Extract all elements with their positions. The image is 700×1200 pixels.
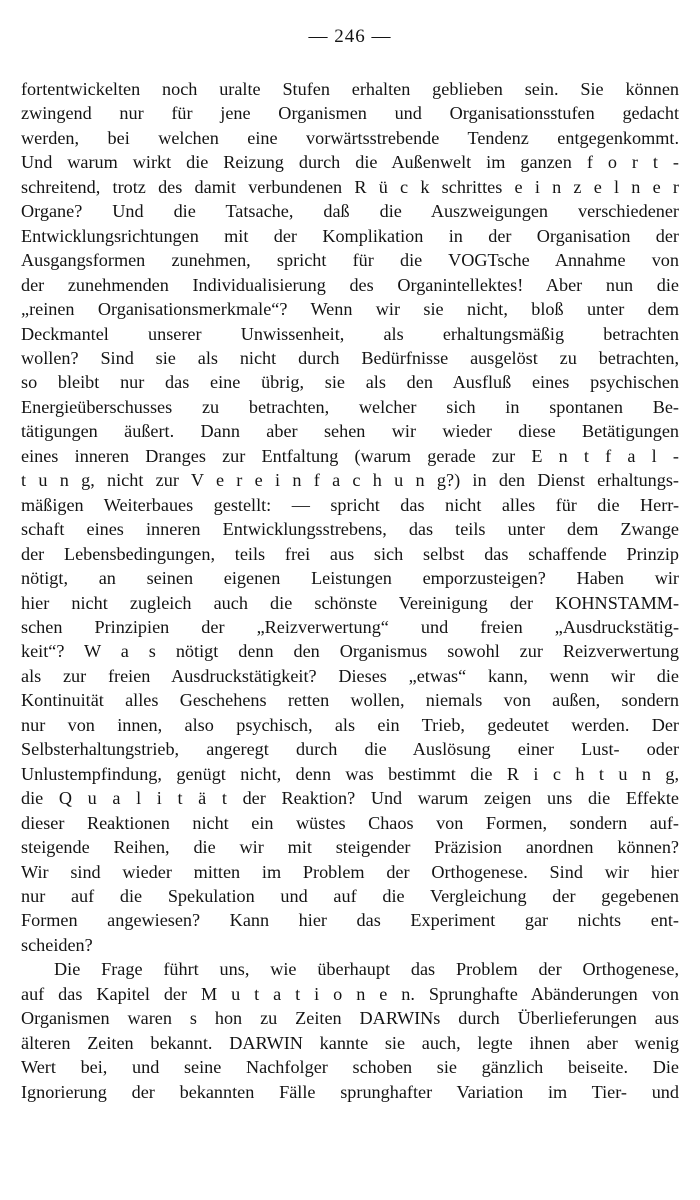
paragraph-first-line: Die Frage führt uns, wie überhaupt das Problem der Orthogenese, <box>54 959 679 980</box>
text-line: keit“? W a s nötigt denn den Organismus sowohl zur Reizverwertung <box>21 641 679 662</box>
text-line: Kontinuität alles Geschehens retten wollen, niemals von außen, sondern <box>21 690 679 711</box>
text-line: nur von innen, also psychisch, als ein Trieb, gedeutet werden. Der <box>21 714 679 735</box>
text-line: dieser Reaktionen nicht ein wüstes Chaos von Formen, sondern auf- <box>21 812 679 833</box>
text-line: der Lebensbedingungen, teils frei aus sich selbst das schaffende Prinzip <box>21 543 679 564</box>
text-line: Organismen waren s hon zu Zeiten DARWINs durch Überlieferungen aus <box>21 1008 679 1029</box>
text-line: hier nicht zugleich auch die schönste Vereinigung der KOHNSTAMM- <box>21 592 679 613</box>
body-text <box>21 77 679 1104</box>
paragraph-last-line: scheiden? <box>21 934 93 955</box>
text-line: Und warum wirkt die Reizung durch die Außenwelt im ganzen f o r t - <box>21 152 679 173</box>
page-number: — 246 — <box>308 26 392 47</box>
text-line: nötigt, an seinen eigenen Leistungen emporzusteigen? Haben wir <box>21 568 679 589</box>
text-line: Formen angewiesen? Kann hier das Experiment gar nichts ent- <box>21 910 679 931</box>
text-line: auf das Kapitel der M u t a t i o n e n. Sprunghafte Abänderungen von <box>21 983 679 1004</box>
text-line: Wert bei, und seine Nachfolger schoben sie gänzlich beiseite. Die <box>21 1057 679 1078</box>
text-line: Wir sind wieder mitten im Problem der Orthogenese. Sind wir hier <box>21 861 679 882</box>
text-line: eines inneren Dranges zur Entfaltung (warum gerade zur E n t f a l - <box>21 445 679 466</box>
text-line: Ausgangsformen zunehmen, spricht für die VOGTsche Annahme von <box>21 250 679 271</box>
text-line: wollen? Sind sie als nicht durch Bedürfnisse ausgelöst zu betrachten, <box>21 347 679 368</box>
text-line: „reinen Organisationsmerkmale“? Wenn wir sie nicht, bloß unter dem <box>21 299 679 320</box>
text-line: Organe? Und die Tatsache, daß die Auszweigungen verschiedener <box>21 201 679 222</box>
text-line: steigende Reihen, die wir mit steigender Präzision anordnen können? <box>21 837 679 858</box>
text-line: schen Prinzipien der „Reizverwertung“ und freien „Ausdruckstätig- <box>21 616 679 637</box>
text-line: fortentwickelten noch uralte Stufen erhalten geblieben sein. Sie können <box>21 79 679 99</box>
text-line: als zur freien Ausdruckstätigkeit? Dieses „etwas“ kann, wenn wir die <box>21 665 679 686</box>
text-line: Energieüberschusses zu betrachten, welcher sich in spontanen Be- <box>21 396 679 417</box>
text-line: schreitend, trotz des damit verbundenen R ü c k schrittes e i n z e l n e r <box>21 176 679 197</box>
text-line: Deckmantel unserer Unwissenheit, als erhaltungsmäßig betrachten <box>21 323 679 344</box>
text-line: werden, bei welchen eine vorwärtsstrebende Tendenz entgegenkommt. <box>21 127 679 148</box>
text-line: der zunehmenden Individualisierung des Organintellektes! Aber nun die <box>21 274 679 295</box>
text-line: Entwicklungsrichtungen mit der Komplikation in der Organisation der <box>21 225 679 246</box>
text-line: zwingend nur für jene Organismen und Organisationsstufen gedacht <box>21 103 679 124</box>
text-line: tätigungen äußert. Dann aber sehen wir wieder diese Betätigungen <box>21 421 679 442</box>
text-line: nur auf die Spekulation und auf die Vergleichung der gegebenen <box>21 885 679 906</box>
text-line: die Q u a l i t ä t der Reaktion? Und warum zeigen uns die Effekte <box>21 788 679 809</box>
text-line: schaft eines inneren Entwicklungsstrebens, das teils unter dem Zwange <box>21 519 679 540</box>
text-line: Ignorierung der bekannten Fälle sprunghafter Variation im Tier- und <box>21 1081 679 1102</box>
text-line: Selbsterhaltungstrieb, angeregt durch die Auslösung einer Lust- oder <box>21 739 679 760</box>
text-line: älteren Zeiten bekannt. DARWIN kannte sie auch, legte ihnen aber wenig <box>21 1032 679 1053</box>
text-line: so bleibt nur das eine übrig, sie als den Ausfluß eines psychischen <box>21 372 679 393</box>
text-line: t u n g, nicht zur V e r e i n f a c h u n g?) in den Dienst erhaltungs- <box>21 470 679 491</box>
text-line: Unlustempfindung, genügt nicht, denn was bestimmt die R i c h t u n g, <box>21 763 679 784</box>
text-line: mäßigen Weiterbaues gestellt: — spricht das nicht alles für die Herr- <box>21 494 679 515</box>
